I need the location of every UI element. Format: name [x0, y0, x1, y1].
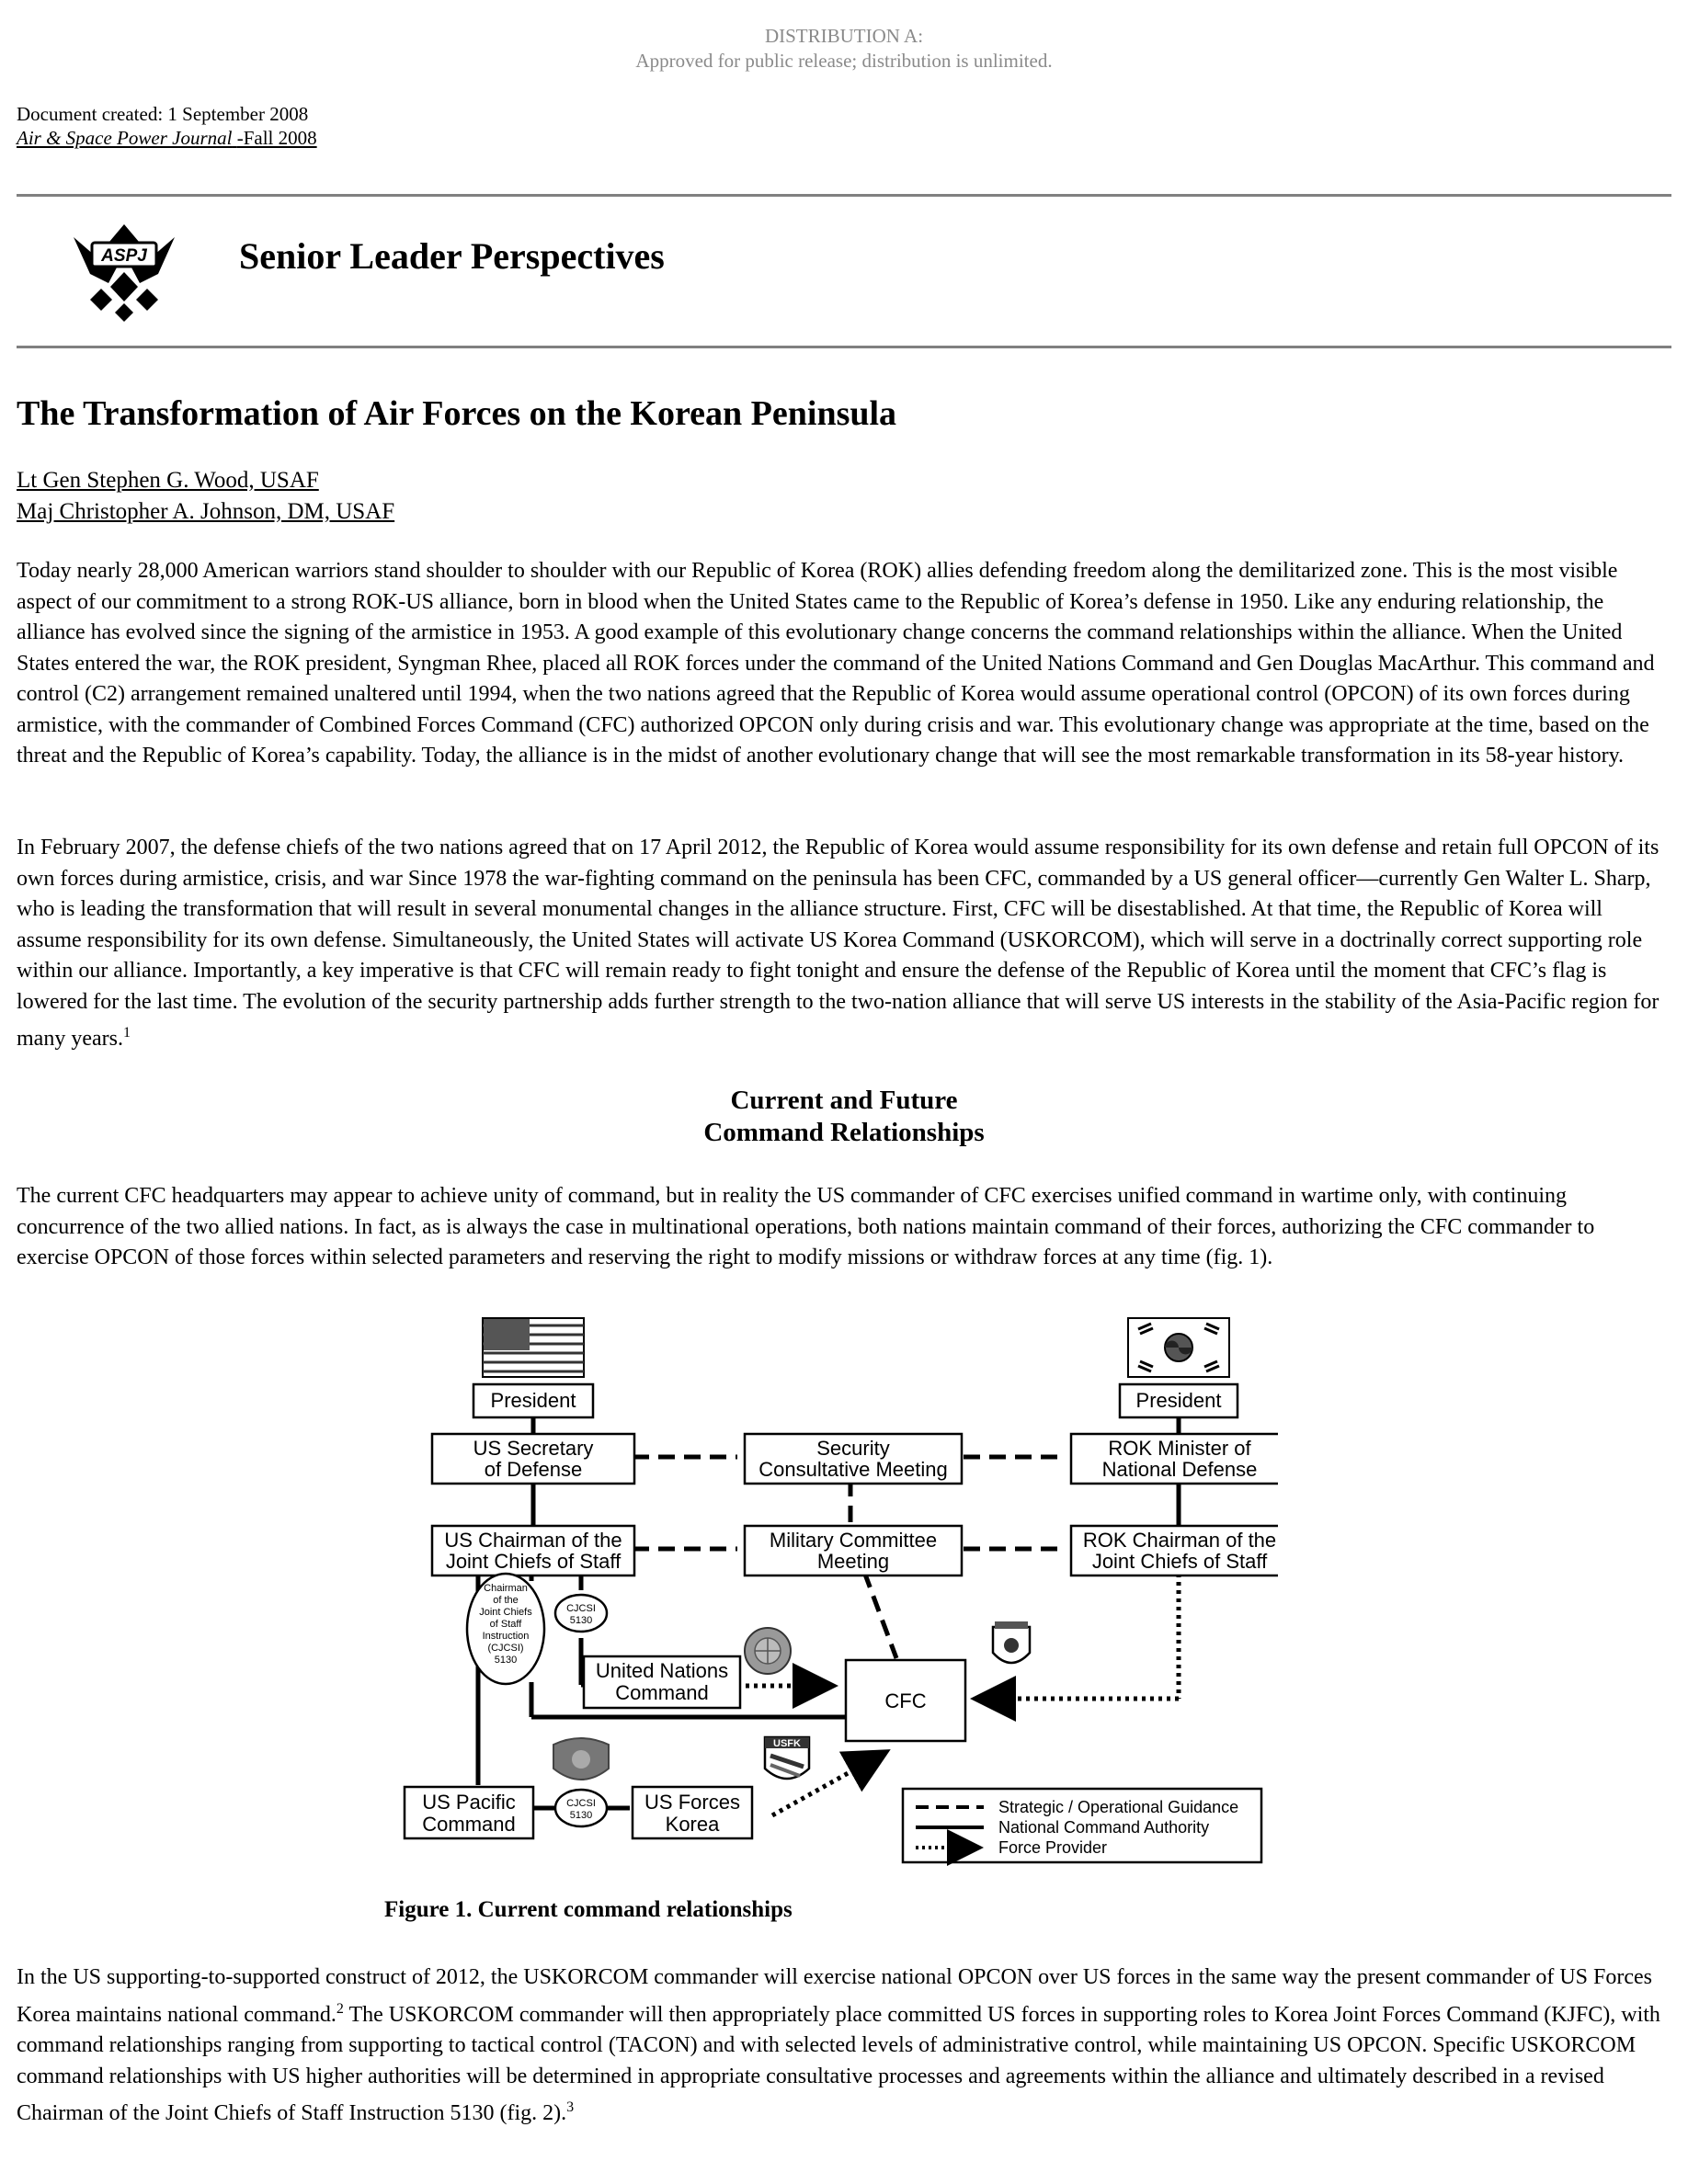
pacom-label-1: US Pacific [422, 1791, 516, 1814]
section-title: Senior Leader Perspectives [239, 235, 665, 277]
footnote-ref-1[interactable]: 1 [122, 1025, 131, 1041]
us-president-label: President [490, 1389, 576, 1412]
legend-strategic: Strategic / Operational Guidance [998, 1798, 1239, 1816]
footnote-ref-2[interactable]: 2 [336, 2000, 344, 2017]
subheading-line-2: Command Relationships [703, 1118, 985, 1147]
scm-label-2: Consultative Meeting [758, 1458, 948, 1481]
unc-label-1: United Nations [595, 1659, 729, 1682]
usfk-label-1: US Forces [644, 1791, 740, 1814]
cjcsi-oval-label-4: of Staff [489, 1619, 522, 1630]
unc-label-2: Command [615, 1681, 709, 1704]
rok-flag-icon [1128, 1318, 1229, 1377]
us-secdef-label-1: US Secretary [473, 1437, 594, 1460]
usfk-badge-label: USFK [773, 1738, 801, 1749]
rok-mnd-label-1: ROK Minister of [1108, 1437, 1251, 1460]
cfc-label: CFC [884, 1689, 927, 1712]
legend-force: Force Provider [998, 1838, 1108, 1857]
distribution-line-2: Approved for public release; distribution is unlimited. [635, 50, 1053, 72]
paragraph-1: Today nearly 28,000 American warriors stand shoulder to shoulder with our Republic of Korea (ROK) allies defending freedom along the demilitarized zone. This is the most visible aspect of our commitment to a strong ROK-US alliance, born in blood when the United States came to the Republic of Korea’s defense in 1950. Like any enduring relationship, the alliance has evolved since the signing of the armistice in 1953. A good example of this evolutionary change concerns the command relationships within the alliance. When the United States entered the war, the ROK president, Syngman Rhee, placed all ROK forces under the command of the United Nations Command and Gen Douglas MacArthur. This command and control (C2) arrangement remained unaltered until 1994, when the two nations agreed that the Republic of Korea would assume operational control (OPCON) of its own forces during armistice, with the commander of Combined Forces Command (CFC) authorized OPCON only during crisis and war. This evolutionary change was appropriate at the time, based on the threat and the Republic of Korea’s capability. Today, the alliance is in the midst of another evolutionary change that will see the most remarkable transformation in its 58-year history. [17, 559, 1655, 768]
un-emblem-icon [745, 1628, 791, 1674]
aspj-logo [64, 217, 184, 332]
paragraph-2-text: In February 2007, the defense chiefs of the two nations agreed that on 17 April 2012, the Republic of Korea would assume responsibility for its own defense and retain full OPCON of its own forces during armistice, crisis, and war Since 1978 the war-fighting command on the peninsula has been CFC, commanded by a US general officer—currently Gen Walter L. Sharp, who is leading the transformation that will result in several monumental changes in the alliance structure. First, CFC will be disestablished. At that time, the Republic of Korea will assume responsibility for its own defense. Simultaneously, the United States will activate US Korea Command (USKORCOM), which will serve in a doctrinally correct supporting role within our alliance. Importantly, a key imperative is that CFC will remain ready to fight tonight and ensure the defense of the Republic of Korea until the moment that CFC’s flag is lowered for the last time. The evolution of the security partnership adds further strength to the two-nation alliance that will serve US interests in the stability of the Asia-Pacific region for many years. [17, 836, 1659, 1051]
paragraph-4-text-b: The USKORCOM commander will then appropriately place committed US forces in supporting roles to Korea Joint Forces Command (KJFC), with command relationships ranging from supporting to tactical control (TACON) and with selected levels of administrative control, while maintaining US OPCON. Specific USKORCOM command relationships with US higher authorities will be determined in appropriate consultative processes and agreements within the alliance and ultimately described in a revised Chairman of the Joint Chiefs of Staff Instruction 5130 (fig. 2). [17, 2002, 1660, 2125]
author-link-johnson[interactable]: Maj Christopher A. Johnson, DM, USAF [17, 499, 395, 524]
cjcsi-oval-label-7: 5130 [494, 1655, 518, 1666]
distribution-notice [0, 24, 1688, 74]
paragraph-3: The current CFC headquarters may appear to achieve unity of command, but in reality the US commander of CFC exercises unified command in wartime only, with continuing concurrence of the two allied nations. In fact, as is always the case in multinational operations, both nations maintain command of their forces, authorizing the CFC commander to exercise OPCON of those forces within selected parameters and reserving the right to modify missions or withdraw forces at any time (fig. 1). [17, 1184, 1595, 1269]
header-divider [17, 346, 1671, 348]
journal-link[interactable] [17, 126, 317, 150]
subheading-line-1: Current and Future [730, 1086, 958, 1115]
figure-1-diagram [395, 1305, 1278, 1880]
mcm-label-1: Military Committee [769, 1529, 938, 1552]
cjcsi-oval-label-3: Joint Chiefs [479, 1607, 532, 1618]
logo-text: ASPJ [101, 246, 147, 266]
cjcsi-small-bottom-label-1: CJCSI [566, 1798, 596, 1809]
mcm-label-2: Meeting [816, 1550, 890, 1573]
rok-cjcs-label-1: ROK Chairman of the [1082, 1529, 1277, 1552]
cjcsi-oval-label-5: Instruction [482, 1631, 530, 1642]
paragraph-4 [17, 1962, 1671, 2130]
cjcsi-small-top-label-1: CJCSI [566, 1603, 596, 1614]
scm-label-1: Security [816, 1437, 890, 1460]
us-flag-icon [483, 1318, 584, 1377]
rok-jcs-emblem-icon [993, 1621, 1030, 1663]
author-link-wood[interactable]: Lt Gen Stephen G. Wood, USAF [17, 468, 319, 493]
paragraph-4-text-a: In the US supporting-to-supported construct of 2012, the USKORCOM commander will exercise national OPCON over US forces in the same way the present commander of US Forces Korea maintains national command. [17, 1965, 1652, 2027]
journal-issue: -Fall 2008 [236, 127, 317, 149]
article-title: The Transformation of Air Forces on the Korean Peninsula [17, 394, 897, 433]
cjcsi-oval-label-2: of the [493, 1595, 519, 1606]
figure-1-caption: Figure 1. Current command relationships [384, 1897, 793, 1922]
top-divider [17, 194, 1671, 197]
distribution-line-1: DISTRIBUTION A: [764, 25, 924, 47]
footnote-ref-3[interactable]: 3 [566, 2099, 575, 2115]
document-created: Document created: 1 September 2008 [17, 103, 309, 125]
cjcsi-oval-label-6: (CJCSI) [487, 1643, 524, 1654]
us-secdef-label-2: of Defense [484, 1458, 583, 1481]
document-meta [17, 102, 317, 150]
subheading [0, 1085, 1688, 1149]
legend-national: National Command Authority [998, 1818, 1210, 1837]
author-list [17, 465, 394, 528]
us-cjcs-label-1: US Chairman of the [444, 1529, 622, 1552]
us-cjcs-label-2: Joint Chiefs of Staff [445, 1550, 622, 1573]
pacom-label-2: Command [422, 1813, 516, 1836]
rok-cjcs-label-2: Joint Chiefs of Staff [1091, 1550, 1268, 1573]
paragraph-2 [17, 833, 1671, 1055]
cjcsi-small-bottom-label-2: 5130 [569, 1810, 593, 1821]
usfk-label-2: Korea [665, 1813, 720, 1836]
rok-mnd-label-2: National Defense [1101, 1458, 1258, 1481]
pacom-emblem-icon [553, 1738, 609, 1780]
cjcsi-small-top-label-2: 5130 [569, 1615, 593, 1626]
journal-name: Air & Space Power Journal [17, 127, 233, 149]
cjcsi-oval-label-1: Chairman [484, 1583, 528, 1594]
rok-president-label: President [1135, 1389, 1222, 1412]
